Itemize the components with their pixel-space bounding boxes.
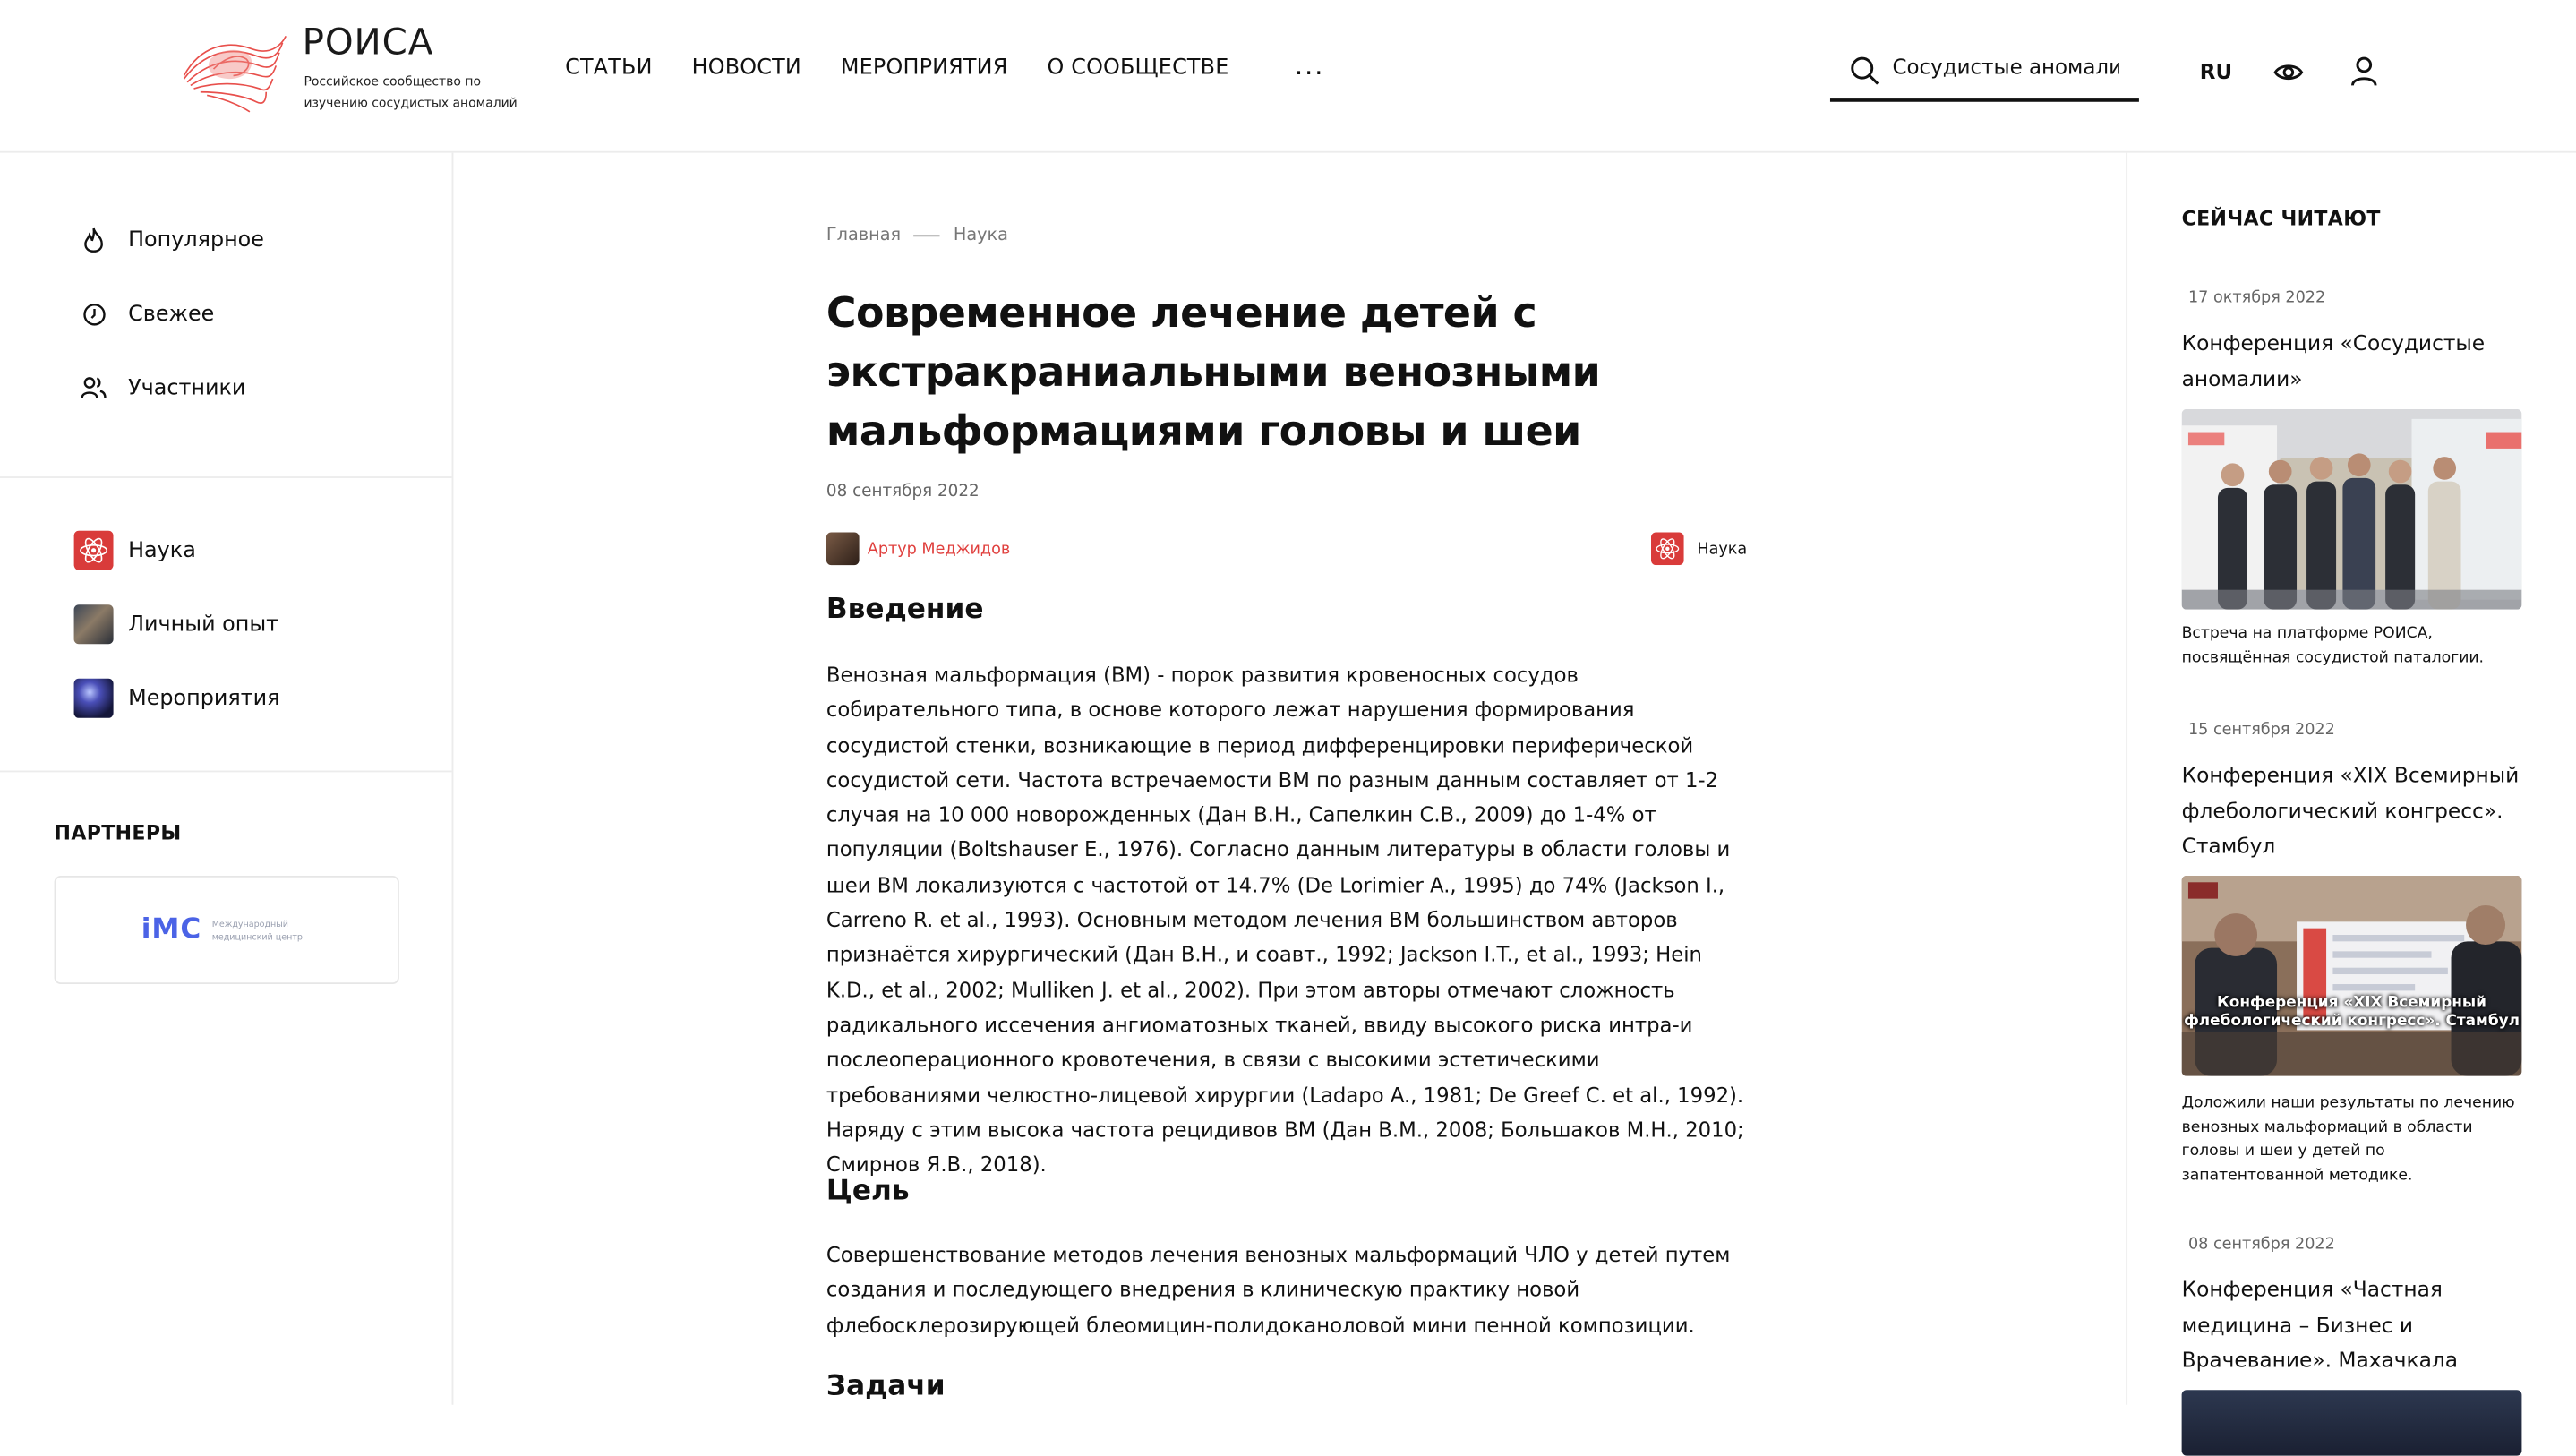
breadcrumb-science[interactable]: Наука [953, 225, 1008, 245]
nav-news[interactable]: НОВОСТИ [691, 56, 801, 81]
category-label: Мероприятия [128, 686, 280, 711]
category-personal-experience[interactable] [74, 604, 279, 644]
news-caption: Встреча на платформе РОИСА, посвящённая сосудистой паталогии. [2181, 624, 2485, 667]
partners-title: ПАРТНЕРЫ [54, 821, 182, 845]
image-overlay-text: Конференция «XIX Всемирный флебологический конгресс». Стамбул [2184, 994, 2520, 1031]
breadcrumb-separator [914, 234, 940, 236]
news-date: 17 октября 2022 [2187, 288, 2326, 308]
section-heading-intro: Введение [826, 593, 984, 627]
paragraph-goal: Совершенствование методов лечения венозных мальформаций ЧЛО у детей путем создания и последующего внедрения в клиническую практику новой флебосклерозирующей блеомицин-полидоканоловой мини пенной композиции. [826, 1242, 1731, 1337]
language-switch[interactable]: RU [2199, 59, 2233, 84]
logo-name[interactable]: РОИСА [302, 22, 434, 64]
now-reading-title: СЕЙЧАС ЧИТАЮТ [2181, 207, 2381, 230]
category-science[interactable] [74, 531, 196, 570]
avatar [826, 532, 860, 565]
left-sidebar [0, 153, 453, 1405]
search-icon[interactable] [1850, 56, 1879, 85]
divider [0, 771, 452, 773]
news-date: 15 сентября 2022 [2187, 721, 2335, 740]
eye-icon[interactable] [2272, 56, 2306, 89]
sidebar-item-label: Участники [128, 375, 246, 400]
category-label: Личный опыт [128, 612, 279, 637]
sidebar-item-popular[interactable] [79, 225, 264, 254]
news-image[interactable] [2182, 1390, 2522, 1455]
news-image[interactable] [2182, 876, 2522, 1076]
rubric-label: Наука [1697, 539, 1748, 558]
article-date: 08 сентября 2022 [826, 483, 980, 501]
partner-logo: iMC [141, 913, 202, 946]
nav-about[interactable]: О СООБЩЕСТВЕ [1047, 56, 1229, 81]
search-box[interactable] [1830, 49, 2139, 102]
news-headline[interactable]: Конференция «XIX Всемирный флебологический конгресс». Стамбул [2181, 762, 2520, 858]
section-heading-tasks: Задачи [826, 1370, 946, 1403]
sidebar-item-members[interactable] [79, 373, 245, 402]
logo-subtitle: Российское сообщество по изучению сосудистых аномалий [304, 73, 518, 110]
atom-icon [1651, 532, 1684, 565]
sidebar-item-label: Свежее [128, 301, 215, 327]
news-image[interactable] [2182, 409, 2522, 610]
page-title: Современное лечение детей с экстракраниальными венозными мальформациями головы и шеи [826, 288, 1601, 456]
divider [0, 476, 452, 478]
search-input[interactable] [1893, 55, 2119, 80]
news-headline[interactable]: Конференция «Сосудистые аномалии» [2181, 330, 2486, 390]
rubric-link[interactable] [1651, 532, 1747, 565]
right-sidebar [2126, 153, 2576, 1405]
nav-events[interactable]: МЕРОПРИЯТИЯ [840, 56, 1008, 81]
atom-icon [74, 531, 114, 570]
partner-card[interactable] [55, 876, 399, 984]
partner-subtitle: Международный медицинский центр [211, 920, 303, 944]
nav-articles[interactable]: СТАТЬИ [565, 56, 653, 81]
breadcrumb [826, 225, 1008, 244]
sidebar-item-fresh[interactable] [79, 299, 214, 329]
user-icon[interactable] [2348, 55, 2381, 88]
logo-icon[interactable] [177, 26, 289, 115]
category-label: Наука [128, 537, 196, 563]
section-heading-goal: Цель [826, 1174, 910, 1208]
main-nav [565, 56, 1268, 81]
fire-icon [79, 225, 108, 254]
clock-icon [79, 299, 108, 329]
photo-thumb [74, 604, 114, 644]
more-menu-button[interactable]: ··· [1294, 57, 1325, 90]
news-caption: Доложили наши результаты по лечению венозных мальформаций в области головы и шеи у детей по запатентованной методике. [2181, 1093, 2515, 1184]
breadcrumb-home[interactable]: Главная [826, 225, 902, 245]
author-name: Артур Меджидов [867, 539, 1011, 558]
news-date: 08 сентября 2022 [2187, 1235, 2335, 1254]
site-header [0, 0, 2576, 153]
news-headline[interactable]: Конференция «Частная медицина – Бизнес и Врачевание». Махачкала [2181, 1276, 2459, 1373]
paragraph-intro: Венозная мальформация (ВМ) - порок развития кровеносных сосудов собирательного типа, в основе которого лежат нарушения формирования сосудистой стенки, возникающие в период дифференцировки периферической сосудистой сети. Частота встречаемости ВМ по разным данным составляет от 1-2 случая на 10 000 новорожденных (Дан В.Н., Сапелкин С.В., 2009) до 1-4% от популяции (Boltshauser E., 1976). Согласно данным литературы в области головы и шеи ВМ локализуются с частотой от 14.7% (De Lorimier A., 1995) до 74% (Jackson I., Carreno R. et al., 1993). Основным методом лечения ВМ большинством авторов признаётся хирургический (Дан В.Н., и соавт., 1992; Jackson I.T., et al., 1993; Hein K.D., et al., 2002; Mulliken J. et al., 2002). При этом авторы отмечают сложность радикального иссечения ангиоматозных тканей, ввиду высокого риска интра-и послеоперационного кровотечения, в связи с высокими эстетическими требованиями челюстно-лицевой хирургии (Ladapo A., 1981; De Greef C. et al., 1992). Наряду с этим высока частота рецидивов ВМ (Дан В.М., 2008; Большаков М.Н., 2010; Смирнов Я.В., 2018). [826, 662, 1744, 1178]
sidebar-item-label: Популярное [128, 227, 264, 253]
users-icon [79, 373, 108, 402]
category-events[interactable] [74, 679, 280, 718]
author-link[interactable] [826, 532, 1010, 565]
event-thumb [74, 679, 114, 718]
